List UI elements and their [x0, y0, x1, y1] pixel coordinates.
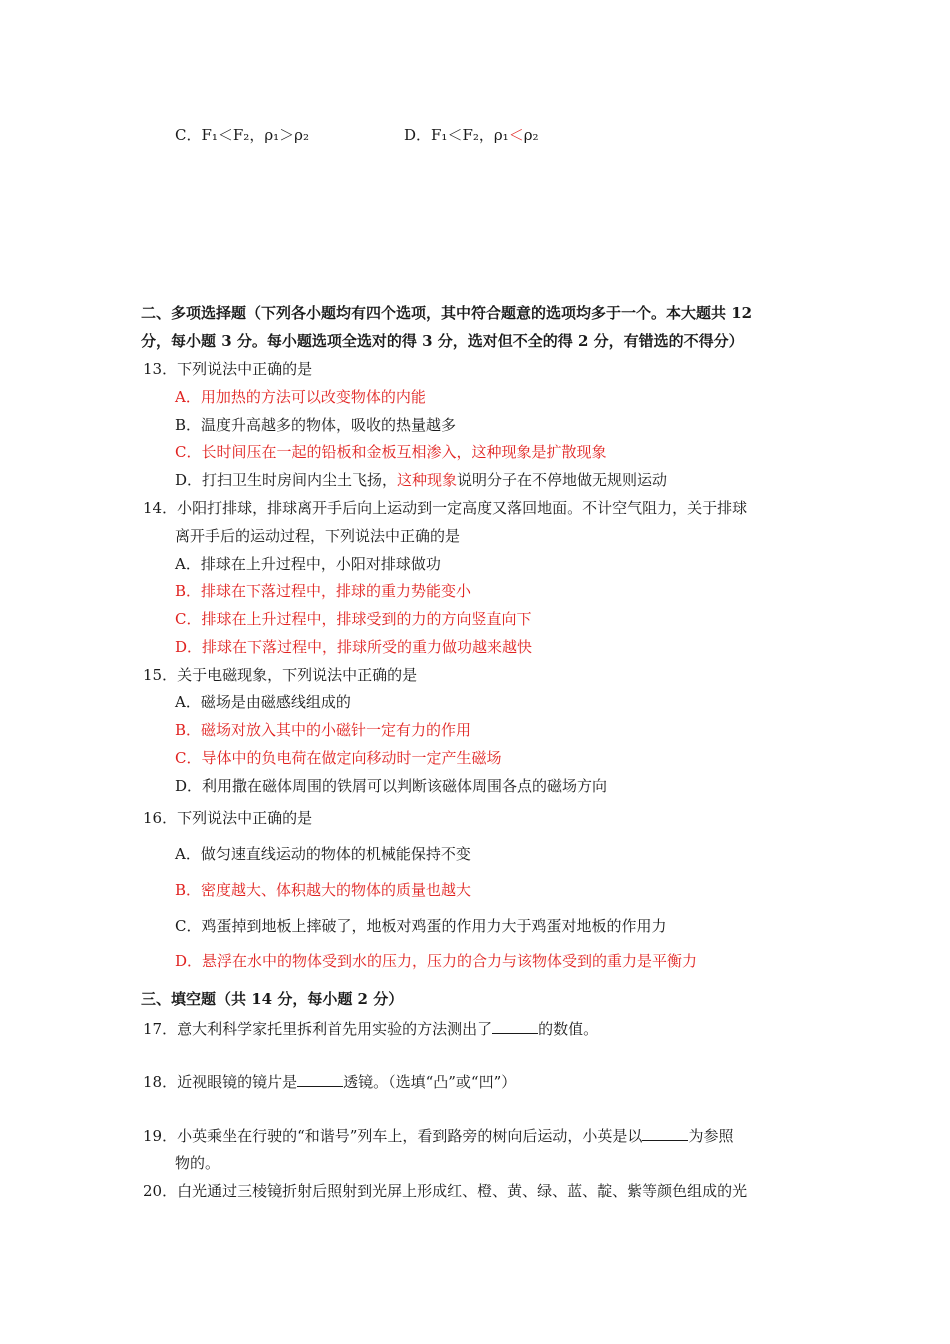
- q15-option-a: A．磁场是由磁感线组成的: [175, 693, 351, 711]
- q14-option-c: C．排球在上升过程中，排球受到的力的方向竖直向下: [175, 610, 532, 628]
- q13-option-c: C．长时间压在一起的铅板和金板互相渗入，这种现象是扩散现象: [175, 443, 607, 461]
- q14-stem-line2: 离开手后的运动过程，下列说法中正确的是: [175, 527, 461, 545]
- q15-stem: 15．关于电磁现象，下列说法中正确的是: [143, 666, 418, 684]
- q16-option-b: B．密度越大、体积越大的物体的质量也越大: [175, 881, 472, 899]
- q18-text-before: 18．近视眼镜的镜片是: [143, 1073, 298, 1091]
- q12-option-d-less-than: ＜: [508, 126, 524, 144]
- q13-option-d: [175, 469, 667, 490]
- q15-option-b: B．磁场对放入其中的小磁针一定有力的作用: [175, 721, 472, 739]
- q19-answer-blank[interactable]: [642, 1126, 688, 1141]
- q13-option-d-part1: D．打扫卫生时房间内尘土飞扬，: [175, 471, 398, 489]
- q19-text-after: 为参照: [688, 1127, 734, 1145]
- q12-option-d-prefix: D．F₁＜F₂，ρ₁: [404, 126, 509, 144]
- q12-option-d-suffix: ρ₂: [523, 126, 539, 144]
- q14-option-a: A．排球在上升过程中，小阳对排球做功: [175, 555, 441, 573]
- q13-stem: 13．下列说法中正确的是: [143, 360, 313, 378]
- q19-line1: [143, 1125, 733, 1146]
- q12-option-c: C．F₁＜F₂，ρ₁＞ρ₂: [175, 126, 309, 144]
- q19-text-before: 19．小英乘坐在行驶的“和谐号”列车上，看到路旁的树向后运动，小英是以: [143, 1127, 643, 1145]
- q12-option-d: [404, 124, 539, 145]
- q16-option-a: A．做匀速直线运动的物体的机械能保持不变: [175, 845, 471, 863]
- q14-option-b: B．排球在下落过程中，排球的重力势能变小: [175, 582, 472, 600]
- q17-text-before: 17．意大利科学家托里拆利首先用实验的方法测出了: [143, 1020, 493, 1038]
- q17-answer-blank[interactable]: [492, 1019, 538, 1034]
- q18-text-after: 透镜。（选填“凸”或“凹”）: [343, 1073, 517, 1091]
- q20-line1: 20．白光通过三棱镜折射后照射到光屏上形成红、橙、黄、绿、蓝、靛、紫等颜色组成的光: [143, 1182, 748, 1200]
- q18: [143, 1071, 516, 1092]
- q15-option-d: D．利用撒在磁体周围的铁屑可以判断该磁体周围各点的磁场方向: [175, 777, 608, 795]
- q13-option-d-highlight: 这种现象: [397, 471, 458, 489]
- q18-answer-blank[interactable]: [297, 1072, 343, 1087]
- q17: [143, 1018, 598, 1039]
- q13-option-a: A．用加热的方法可以改变物体的内能: [175, 388, 426, 406]
- q19-line2: 物的。: [175, 1154, 221, 1172]
- q17-text-after: 的数值。: [538, 1020, 599, 1038]
- section2-heading-line1: 二、多项选择题（下列各小题均有四个选项，其中符合题意的选项均多于一个。本大题共 12: [141, 304, 753, 322]
- q15-option-c: C．导体中的负电荷在做定向移动时一定产生磁场: [175, 749, 502, 767]
- section2-heading-line2: 分，每小题 3 分。每小题选项全选对的得 3 分，选对但不全的得 2 分，有错选的不得分）: [141, 332, 744, 350]
- section3-heading: 三、填空题（共 14 分，每小题 2 分）: [141, 990, 404, 1008]
- q16-stem: 16．下列说法中正确的是: [143, 809, 313, 827]
- q13-option-d-part2: 说明分子在不停地做无规则运动: [457, 471, 668, 489]
- q16-option-c: C．鸡蛋掉到地板上摔破了，地板对鸡蛋的作用力大于鸡蛋对地板的作用力: [175, 917, 667, 935]
- q14-option-d: D．排球在下落过程中，排球所受的重力做功越来越快: [175, 638, 533, 656]
- q13-option-b: B．温度升高越多的物体，吸收的热量越多: [175, 416, 457, 434]
- q14-stem-line1: 14．小阳打排球，排球离开手后向上运动到一定高度又落回地面。不计空气阻力，关于排球: [143, 499, 748, 517]
- q16-option-d: D．悬浮在水中的物体受到水的压力，压力的合力与该物体受到的重力是平衡力: [175, 952, 698, 970]
